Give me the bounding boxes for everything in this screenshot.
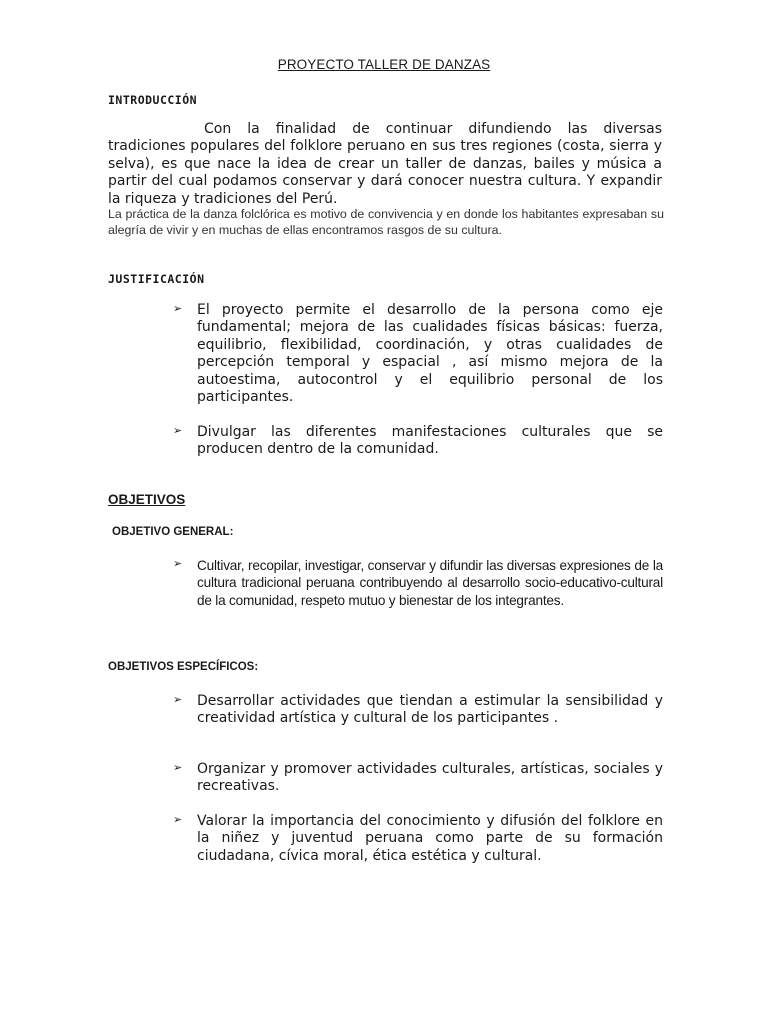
arrow-bullet-icon: ➢ [173, 813, 183, 826]
arrow-bullet-icon: ➢ [173, 761, 183, 774]
arrow-bullet-icon: ➢ [173, 302, 183, 315]
introduccion-paragraph [108, 121, 662, 208]
bullet-text: Cultivar, recopilar, investigar, conservar y difundir las diversas expresiones de la cultura tradicional peruana contribuyendo al desarrollo socio-educativo-cultural de la comunidad, respeto mutuo y bienestar de los integrantes. [197, 558, 663, 608]
objetivo-especifico-bullet-1 [173, 693, 663, 728]
arrow-bullet-icon: ➢ [173, 557, 183, 570]
justificacion-heading: JUSTIFICACIÓN [108, 272, 205, 286]
arrow-bullet-icon: ➢ [173, 693, 183, 706]
objetivos-especificos-heading: OBJETIVOS ESPECÍFICOS: [108, 661, 259, 673]
bullet-text: Organizar y promover actividades culturales, artísticas, sociales y recreativas. [197, 761, 663, 795]
objetivo-general-heading: OBJETIVO GENERAL: [112, 526, 234, 538]
bullet-text: Divulgar las diferentes manifestaciones culturales que se producen dentro de la comunidad. [197, 424, 663, 458]
justificacion-bullet-2 [173, 424, 663, 459]
introduccion-small-paragraph: La práctica de la danza folclórica es motivo de convivencia y en donde los habitantes expresaban su alegría de vivir y en muchas de ellas encontramos rasgos de su cultura. [108, 207, 664, 237]
arrow-bullet-icon: ➢ [173, 424, 183, 437]
justificacion-bullet-1 [173, 302, 663, 406]
bullet-text: El proyecto permite el desarrollo de la persona como eje fundamental; mejora de las cualidades físicas básicas: fuerza, equilibrio, flexibilidad, coordinación, y otras cualidades de percepción temporal y espacial , así mismo mejora de la autoestima, autocontrol y el equilibrio personal de los participantes. [197, 302, 663, 406]
bullet-text: Valorar la importancia del conocimiento y difusión del folklore en la niñez y juventud peruana como parte de su formación ciudadana, cívica moral, ética estética y cultural. [197, 813, 663, 864]
objetivos-heading: OBJETIVOS [108, 492, 186, 507]
document-title: PROYECTO TALLER DE DANZAS [277, 57, 491, 72]
introduccion-heading: INTRODUCCIÓN [108, 93, 198, 107]
bullet-text: Desarrollar actividades que tiendan a estimular la sensibilidad y creatividad artística y cultural de los participantes . [197, 693, 663, 727]
objetivo-especifico-bullet-3 [173, 813, 663, 865]
introduccion-paragraph-text: Con la finalidad de continuar difundiendo las diversas tradiciones populares del folklore peruano en sus tres regiones (costa, sierra y selva), es que nace la idea de crear un taller de danzas, bailes y música a partir del cual podamos conservar y dará conocer nuestra cultura. Y expandir la riqueza y tradiciones del Perú. [108, 121, 662, 207]
objetivo-especifico-bullet-2 [173, 761, 663, 796]
objetivo-general-bullet-1 [173, 557, 663, 609]
